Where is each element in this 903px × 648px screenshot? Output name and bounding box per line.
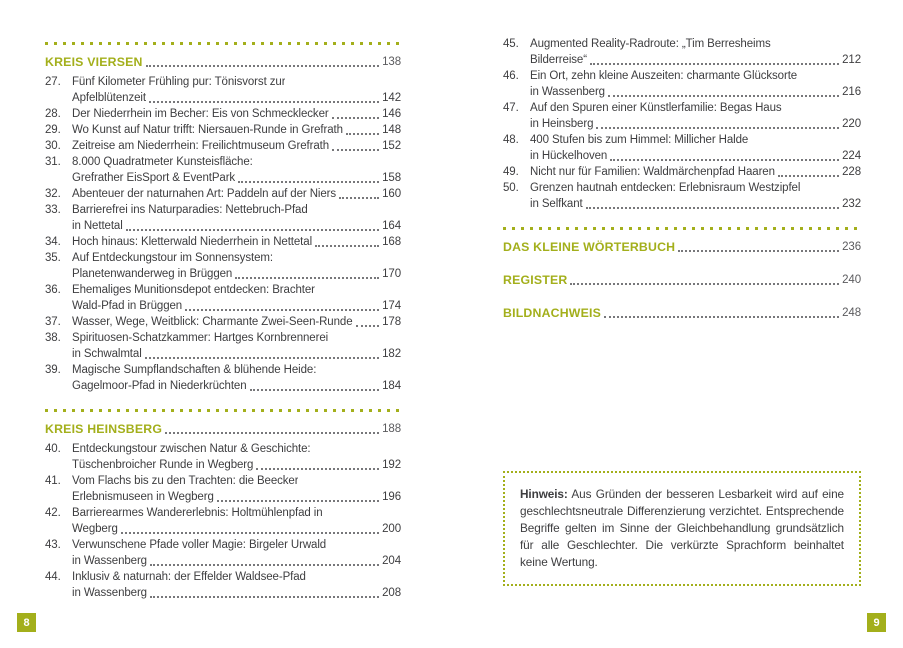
- toc-entry-title: Planetenwanderweg in Brüggen: [72, 268, 233, 280]
- toc-entry-line: [72, 154, 401, 170]
- toc-entry-number: 42.: [45, 507, 61, 519]
- toc-entry-line: [72, 234, 401, 250]
- backmatter-label: BILDNACHWEIS: [503, 306, 602, 320]
- dot-leader: [165, 432, 379, 434]
- toc-entry-line: [72, 346, 401, 362]
- toc-entry-line: [72, 362, 401, 378]
- dot-leader: [590, 63, 839, 65]
- toc-entry-number: 30.: [45, 140, 61, 152]
- section-heading: KREIS VIERSEN: [45, 55, 143, 69]
- toc-entries-viersen: [45, 74, 401, 394]
- toc-entry: [45, 138, 401, 154]
- toc-entry-page: 208: [382, 587, 401, 599]
- toc-entry-line: [72, 298, 401, 314]
- toc-entry-page: 148: [382, 124, 401, 136]
- toc-entry-body: [72, 122, 401, 138]
- toc-entry-title: in Wassenberg: [72, 587, 147, 599]
- toc-entry-line: [72, 330, 401, 346]
- toc-entry-body: [530, 36, 861, 68]
- toc-entry-title: Der Niederrhein im Becher: Eis von Schmecklecker: [72, 108, 329, 120]
- page-number-right: 9: [867, 613, 886, 632]
- right-page-column: [503, 36, 861, 586]
- toc-entry-line: [530, 68, 861, 84]
- toc-entry-page: 168: [382, 236, 401, 248]
- toc-entry-page: 158: [382, 172, 401, 184]
- toc-entry: [45, 569, 401, 601]
- toc-entry-page: 212: [842, 54, 861, 66]
- toc-entry-line: [72, 569, 401, 585]
- toc-entry-page: 160: [382, 188, 401, 200]
- toc-entry-line: [72, 218, 401, 234]
- dot-leader: [586, 207, 840, 209]
- toc-entry-page: 216: [842, 86, 861, 98]
- dot-leader: [678, 250, 839, 252]
- separator-dots: [45, 409, 401, 412]
- toc-entry-page: 178: [382, 316, 401, 328]
- toc-entry-line: [530, 132, 861, 148]
- dot-leader: [346, 133, 379, 135]
- backmatter-label: DAS KLEINE WÖRTERBUCH: [503, 240, 676, 254]
- dot-leader: [150, 564, 379, 566]
- section-viersen-heading-row: [45, 54, 401, 70]
- toc-entry-body: [72, 314, 401, 330]
- toc-entry-title: Nicht nur für Familien: Waldmärchenpfad Haaren: [530, 166, 775, 178]
- toc-entry-number: 31.: [45, 156, 61, 168]
- toc-entry-title: Hoch hinaus: Kletterwald Niederrhein in Nettetal: [72, 236, 313, 248]
- toc-entry-body: [72, 106, 401, 122]
- section-page-ref: 138: [382, 56, 401, 68]
- toc-entry-body: [72, 234, 401, 250]
- toc-entry-page: 170: [382, 268, 401, 280]
- toc-entry-body: [72, 250, 401, 282]
- toc-entry: [503, 68, 861, 100]
- backmatter-page-ref: 236: [842, 241, 861, 253]
- toc-entry-title: Vom Flachs bis zu den Trachten: die Beecker: [72, 475, 299, 487]
- dot-leader: [238, 181, 379, 183]
- toc-entry-body: [72, 505, 401, 537]
- dot-leader: [126, 229, 379, 231]
- toc-entry-page: 204: [382, 555, 401, 567]
- toc-entry: [45, 106, 401, 122]
- toc-entry-line: [530, 116, 861, 132]
- toc-entry-number: 45.: [503, 38, 519, 50]
- toc-entry-number: 32.: [45, 188, 61, 200]
- toc-entry: [503, 132, 861, 164]
- toc-entry-title: 400 Stufen bis zum Himmel: Millicher Halde: [530, 134, 749, 146]
- toc-entry-line: [72, 473, 401, 489]
- toc-entry-body: [72, 74, 401, 106]
- separator-dots: [45, 42, 401, 45]
- toc-entry-number: 37.: [45, 316, 61, 328]
- toc-entry-page: 228: [842, 166, 861, 178]
- toc-entry-title: Spirituosen-Schatzkammer: Hartges Kornbrennerei: [72, 332, 329, 344]
- toc-entry-number: 34.: [45, 236, 61, 248]
- toc-entry-line: [72, 170, 401, 186]
- hinweis-text: [520, 486, 844, 571]
- dot-leader: [149, 101, 379, 103]
- toc-entry-page: 184: [382, 380, 401, 392]
- toc-entry-line: [530, 164, 861, 180]
- toc-entry-number: 29.: [45, 124, 61, 136]
- toc-entry-body: [72, 202, 401, 234]
- toc-entry: [45, 314, 401, 330]
- toc-entry-title: Fünf Kilometer Frühling pur: Tönisvorst zur: [72, 76, 286, 88]
- toc-entry: [45, 186, 401, 202]
- toc-entry-line: [72, 378, 401, 394]
- toc-entry-line: [72, 122, 401, 138]
- dot-leader: [604, 316, 839, 318]
- toc-entry-number: 43.: [45, 539, 61, 551]
- toc-entry-line: [72, 266, 401, 282]
- toc-entry: [503, 180, 861, 212]
- toc-entry-body: [72, 473, 401, 505]
- toc-entry-title: Barrierefrei ins Naturparadies: Nettebruch-Pfad: [72, 204, 308, 216]
- toc-entry-body: [72, 282, 401, 314]
- separator-dots: [503, 227, 861, 230]
- backmatter-row: [503, 305, 861, 321]
- backmatter-row: [503, 272, 861, 288]
- toc-entry-line: [530, 100, 861, 116]
- dot-leader: [596, 127, 839, 129]
- toc-entry-number: 50.: [503, 182, 519, 194]
- toc-entry: [503, 100, 861, 132]
- toc-entry-title: Ein Ort, zehn kleine Auszeiten: charmante Glücksorte: [530, 70, 798, 82]
- toc-entry: [45, 537, 401, 569]
- toc-entry-body: [72, 330, 401, 362]
- page-number-left: 8: [17, 613, 36, 632]
- toc-entry-line: [72, 505, 401, 521]
- toc-entry-page: 164: [382, 220, 401, 232]
- dot-leader: [235, 277, 379, 279]
- toc-entry-line: [72, 585, 401, 601]
- toc-entry: [45, 122, 401, 138]
- toc-entry-page: 174: [382, 300, 401, 312]
- toc-entry-body: [72, 569, 401, 601]
- toc-entry-line: [530, 84, 861, 100]
- toc-entry-number: 27.: [45, 76, 61, 88]
- toc-entry-title: in Wassenberg: [72, 555, 147, 567]
- toc-entry-number: 36.: [45, 284, 61, 296]
- toc-entry-body: [72, 138, 401, 154]
- toc-entry-title: Auf Entdeckungstour im Sonnensystem:: [72, 252, 273, 264]
- toc-entry-title: in Nettetal: [72, 220, 123, 232]
- toc-entry-line: [72, 282, 401, 298]
- toc-entry-page: 224: [842, 150, 861, 162]
- toc-entry-number: 33.: [45, 204, 61, 216]
- dot-leader: [315, 245, 379, 247]
- backmatter-label: REGISTER: [503, 273, 568, 287]
- toc-entry-page: 196: [382, 491, 401, 503]
- toc-entry-line: [72, 138, 401, 154]
- toc-entry-title: Bilderreise“: [530, 54, 587, 66]
- dot-leader: [332, 117, 380, 119]
- toc-entry-number: 39.: [45, 364, 61, 376]
- toc-entry-page: 200: [382, 523, 401, 535]
- toc-entry-body: [530, 180, 861, 212]
- toc-entry: [45, 74, 401, 106]
- toc-entry-title: in Wassenberg: [530, 86, 605, 98]
- toc-entry-line: [72, 441, 401, 457]
- toc-entry: [503, 36, 861, 68]
- toc-entry-title: Grefrather EisSport & EventPark: [72, 172, 236, 184]
- toc-entry-title: in Heinsberg: [530, 118, 594, 130]
- toc-entry-number: 38.: [45, 332, 61, 344]
- toc-entry-page: 182: [382, 348, 401, 360]
- toc-entry-line: [72, 457, 401, 473]
- toc-entry-body: [530, 100, 861, 132]
- toc-entry-number: 46.: [503, 70, 519, 82]
- toc-entry-title: 8.000 Quadratmeter Kunsteisfläche:: [72, 156, 253, 168]
- toc-entry-title: in Selfkant: [530, 198, 583, 210]
- dot-leader: [339, 197, 379, 199]
- section-heading: KREIS HEINSBERG: [45, 422, 163, 436]
- toc-entry-page: 220: [842, 118, 861, 130]
- toc-entry-line: [72, 537, 401, 553]
- dot-leader: [356, 325, 380, 327]
- toc-entry-line: [72, 202, 401, 218]
- dot-leader: [217, 500, 379, 502]
- hinweis-label: Hinweis:: [520, 487, 568, 501]
- backmatter-row: [503, 239, 861, 255]
- toc-entry-title: Erlebnismuseen in Wegberg: [72, 491, 214, 503]
- toc-entry: [45, 282, 401, 314]
- toc-entry-title: Wo Kunst auf Natur trifft: Niersauen-Runde in Grefrath: [72, 124, 343, 136]
- toc-entry-title: Grenzen hautnah entdecken: Erlebnisraum Westzipfel: [530, 182, 801, 194]
- toc-entry: [45, 154, 401, 186]
- toc-entries-heinsberg-left: [45, 441, 401, 601]
- toc-entry-title: Wald-Pfad in Brüggen: [72, 300, 183, 312]
- toc-entry-line: [530, 148, 861, 164]
- toc-entry: [45, 202, 401, 234]
- toc-entry-line: [72, 90, 401, 106]
- toc-entry-title: Abenteuer der naturnahen Art: Paddeln auf der Niers: [72, 188, 337, 200]
- toc-entry-line: [530, 180, 861, 196]
- toc-entry-title: Zeitreise am Niederrhein: Freilichtmuseum Grefrath: [72, 140, 330, 152]
- dot-leader: [778, 175, 839, 177]
- toc-entry-number: 40.: [45, 443, 61, 455]
- dot-leader: [250, 389, 380, 391]
- toc-entry-body: [72, 186, 401, 202]
- toc-entry: [503, 164, 861, 180]
- backmatter-list: [503, 239, 861, 321]
- toc-entry-title: Augmented Reality-Radroute: „Tim Berresheims: [530, 38, 771, 50]
- toc-entry-page: 146: [382, 108, 401, 120]
- toc-entry-page: 232: [842, 198, 861, 210]
- toc-entry-title: Wasser, Wege, Weitblick: Charmante Zwei-Seen-Runde: [72, 316, 353, 328]
- toc-entry: [45, 473, 401, 505]
- hinweis-body: Aus Gründen der besseren Lesbarkeit wird auf eine geschlechtsneutrale Differenzierung verzichtet. Entsprechende Begriffe gelten im Sinne der Gleichbehandlung grundsätzlich für alle Geschlechter. Die verkürzte Sprachform beinhaltet keine Wertung.: [520, 487, 844, 569]
- toc-entry-body: [530, 68, 861, 100]
- toc-entry-page: 142: [382, 92, 401, 104]
- toc-entry-page: 192: [382, 459, 401, 471]
- toc-entry-number: 44.: [45, 571, 61, 583]
- toc-entry-line: [72, 521, 401, 537]
- toc-entry-line: [530, 52, 861, 68]
- dot-leader: [146, 65, 380, 67]
- dot-leader: [121, 532, 379, 534]
- toc-entry-number: 35.: [45, 252, 61, 264]
- toc-entry-line: [72, 186, 401, 202]
- toc-entry: [45, 330, 401, 362]
- toc-entry-body: [72, 537, 401, 569]
- dot-leader: [150, 596, 379, 598]
- toc-entry-line: [72, 489, 401, 505]
- toc-entry-number: 49.: [503, 166, 519, 178]
- toc-entries-heinsberg-right: [503, 36, 861, 212]
- toc-entry: [45, 234, 401, 250]
- backmatter-page-ref: 248: [842, 307, 861, 319]
- toc-entry-body: [72, 154, 401, 186]
- toc-entry-title: Gagelmoor-Pfad in Niederkrüchten: [72, 380, 247, 392]
- toc-entry-line: [72, 314, 401, 330]
- toc-entry-title: Entdeckungstour zwischen Natur & Geschichte:: [72, 443, 311, 455]
- dot-leader: [185, 309, 379, 311]
- toc-entry-body: [530, 132, 861, 164]
- toc-entry-title: Barrierearmes Wandererlebnis: Holtmühlenpfad in: [72, 507, 323, 519]
- toc-entry-title: Apfelblütenzeit: [72, 92, 146, 104]
- dot-leader: [256, 468, 379, 470]
- toc-entry-body: [72, 362, 401, 394]
- toc-entry-line: [530, 196, 861, 212]
- toc-entry-title: Tüschenbroicher Runde in Wegberg: [72, 459, 254, 471]
- dot-leader: [610, 159, 839, 161]
- toc-entry-title: in Hückelhoven: [530, 150, 608, 162]
- hinweis-box: [503, 471, 861, 586]
- toc-entry-number: 47.: [503, 102, 519, 114]
- dot-leader: [608, 95, 839, 97]
- toc-entry-line: [72, 106, 401, 122]
- toc-entry-title: Wegberg: [72, 523, 118, 535]
- toc-entry-line: [72, 250, 401, 266]
- toc-entry: [45, 362, 401, 394]
- toc-entry-body: [72, 441, 401, 473]
- toc-entry: [45, 441, 401, 473]
- dot-leader: [332, 149, 379, 151]
- toc-entry-page: 152: [382, 140, 401, 152]
- toc-entry: [45, 250, 401, 282]
- dot-leader: [145, 357, 379, 359]
- toc-entry-line: [72, 553, 401, 569]
- backmatter-page-ref: 240: [842, 274, 861, 286]
- toc-entry: [45, 505, 401, 537]
- section-heinsberg-heading-row: [45, 421, 401, 437]
- section-page-ref: 188: [382, 423, 401, 435]
- toc-entry-title: Verwunschene Pfade voller Magie: Birgeler Urwald: [72, 539, 327, 551]
- toc-entry-title: Magische Sumpflandschaften & blühende Heide:: [72, 364, 317, 376]
- dot-leader: [570, 283, 839, 285]
- toc-entry-number: 41.: [45, 475, 61, 487]
- toc-entry-line: [530, 36, 861, 52]
- toc-entry-body: [530, 164, 861, 180]
- toc-entry-title: Inklusiv & naturnah: der Effelder Waldsee-Pfad: [72, 571, 306, 583]
- left-page-column: [45, 42, 401, 601]
- toc-entry-number: 48.: [503, 134, 519, 146]
- toc-entry-title: in Schwalmtal: [72, 348, 142, 360]
- toc-entry-title: Ehemaliges Munitionsdepot entdecken: Brachter: [72, 284, 315, 296]
- toc-entry-title: Auf den Spuren einer Künstlerfamilie: Begas Haus: [530, 102, 782, 114]
- toc-entry-line: [72, 74, 401, 90]
- toc-entry-number: 28.: [45, 108, 61, 120]
